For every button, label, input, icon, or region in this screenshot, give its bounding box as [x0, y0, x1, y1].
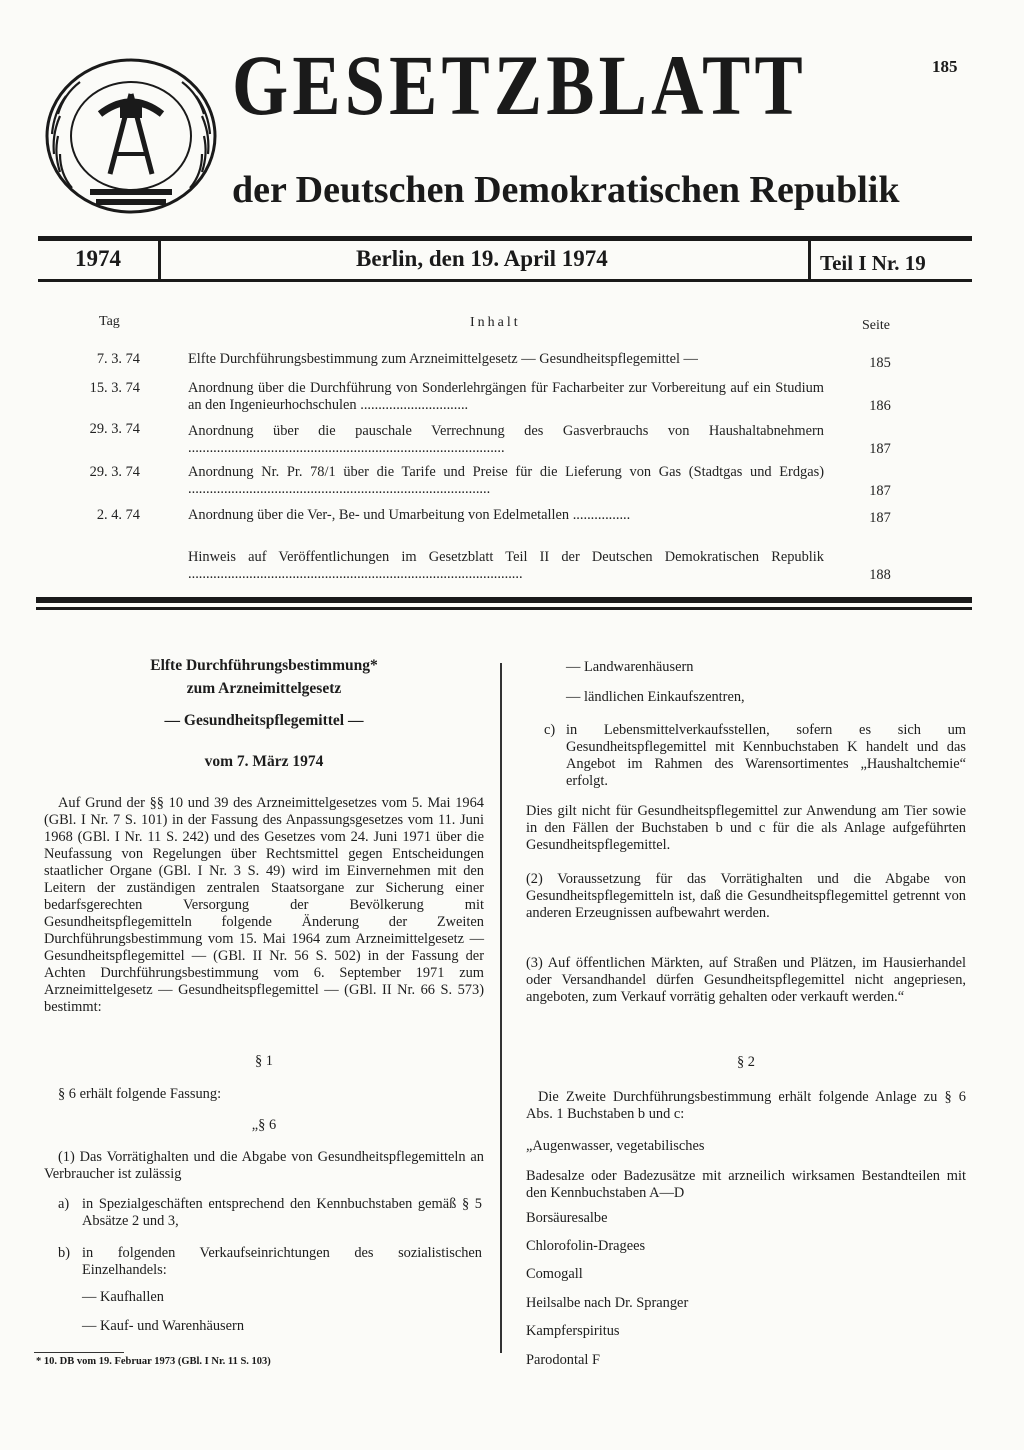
toc-col-day: Tag — [99, 314, 120, 329]
item-a-label: a) — [58, 1196, 70, 1212]
dash-item: — Kauf- und Warenhäusern — [82, 1318, 245, 1334]
dash-item: — ländlichen Einkaufszentren, — [566, 689, 745, 705]
toc-note-title: Hinweis auf Veröffentlichungen im Gesetzblatt Teil II der Deutschen Demokratischen Republik ............................................................................................. — [188, 549, 824, 582]
annex-item: Kampferspiritus — [526, 1323, 620, 1339]
toc-row-page: 186 — [869, 398, 891, 414]
section-1-heading: § 1 — [255, 1053, 273, 1069]
header-issue: Teil I Nr. 19 — [820, 251, 926, 275]
masthead-title: GESETZBLATT — [232, 37, 807, 133]
toc-row-page: 187 — [869, 441, 891, 457]
left-heading-1: Elfte Durchführungsbestimmung* — [150, 657, 378, 674]
toc-row-date: 29. 3. 74 — [89, 464, 140, 480]
toc-col-page: Seite — [862, 318, 890, 333]
toc-row-date: 2. 4. 74 — [96, 507, 140, 523]
annex-item: Borsäuresalbe — [526, 1210, 608, 1226]
section-6-paragraph-1: (1) Das Vorrätighalten und die Abgabe von Gesundheitspflegemitteln an Verbraucher ist zulässig — [44, 1149, 484, 1182]
dash-item: — Kaufhallen — [82, 1289, 164, 1305]
annex-item: Chlorofolin-Dragees — [526, 1238, 646, 1254]
state-emblem-icon — [40, 54, 222, 220]
header-rule-bottom — [38, 279, 972, 282]
toc-row-date: 7. 3. 74 — [96, 351, 140, 367]
left-heading-3: — Gesundheitspflegemittel — — [164, 712, 364, 729]
item-a-text: in Spezialgeschäften entsprechend den Kennbuchstaben gemäß § 5 Absätze 2 und 3, — [82, 1196, 482, 1229]
annex-item: „Augenwasser, vegetabilisches — [526, 1138, 705, 1154]
header-place-date: Berlin, den 19. April 1974 — [356, 246, 608, 271]
header-rule-top — [38, 236, 972, 241]
header-year: 1974 — [75, 246, 121, 271]
paragraph-3: (3) Auf öffentlichen Märkten, auf Straßen und Plätzen, im Hausierhandel oder Versandhandel dürfen Gesundheitspflegemittel nicht angepriesen, angeboten, zum Verkauf vorrätig gehalten oder verkauft werden.“ — [526, 955, 966, 1005]
annex-item: Comogall — [526, 1266, 583, 1282]
toc-row-page: 187 — [869, 483, 891, 499]
section-6-heading: „§ 6 — [251, 1117, 277, 1133]
toc-row-title: Anordnung über die pauschale Verrechnung des Gasverbrauchs von Haushaltabnehmern ........................................................................................ — [188, 423, 824, 456]
section-1-text: § 6 erhält folgende Fassung: — [58, 1086, 222, 1102]
toc-col-content: Inhalt — [470, 315, 521, 330]
intro-paragraph: Auf Grund der §§ 10 und 39 des Arzneimittelgesetzes vom 5. Mai 1964 (GBl. I Nr. 7 S. 101) in der Fassung des Anpassungsgesetzes vom 11. Juni 1968 (GBl. I Nr. 11 S. 242) und des Gesetzes vom 24. Juni 1971 über die Neufassung von Regelungen über Rechtsmittel gegen Entscheidungen staatlicher Organe (GBl. I Nr. 3 S. 49) wird im Einvernehmen mit den Leitern der zuständigen zentralen Staatsorgane zur Sicherung einer bedarfsgerechten Versorgung der Bevölkerung mit Gesundheitspflegemitteln folgende Änderung der Zweiten Durchführungsbestimmung vom 15. Mai 1964 zum Arzneimittelgesetz — Gesundheitspflegemittel — (GBl. II Nr. 56 S. 502) in der Fassung der Achten Durchführungsbestimmung vom 6. September 1971 zum Arzneimittelgesetz — Gesundheitspflegemittel — (GBl. II Nr. 66 S. 573) bestimmt: — [44, 795, 484, 1015]
toc-note-page: 188 — [869, 567, 891, 583]
footnote: * 10. DB vom 19. Februar 1973 (GBl. I Nr. 11 S. 103) — [36, 1356, 271, 1367]
left-heading-2: zum Arzneimittelgesetz — [186, 680, 342, 697]
section-2-text: Die Zweite Durchführungsbestimmung erhält folgende Anlage zu § 6 Abs. 1 Buchstaben b und c: — [526, 1089, 966, 1122]
item-c-label: c) — [544, 722, 556, 738]
toc-row-date: 15. 3. 74 — [89, 380, 140, 396]
toc-row-page: 185 — [869, 355, 891, 371]
annex-item: Heilsalbe nach Dr. Spranger — [526, 1295, 689, 1311]
masthead-subtitle: der Deutschen Demokratischen Republik — [232, 169, 900, 211]
toc-row-page: 187 — [869, 510, 891, 526]
toc-row-date: 29. 3. 74 — [89, 421, 140, 437]
item-c-text: in Lebensmittelverkaufsstellen, sofern es sich um Gesundheitspflegemittel mit Kennbuchstaben K handelt und das Angebot im Rahmen des Warensortimentes „Haushaltchemie“ erfolgt. — [566, 722, 966, 789]
column-divider — [500, 663, 502, 1353]
section-2-heading: § 2 — [737, 1054, 755, 1070]
header-divider-right — [808, 241, 811, 279]
annex-item: Parodontal F — [526, 1352, 600, 1368]
toc-row-title: Anordnung Nr. Pr. 78/1 über die Tarife und Preise für die Lieferung von Gas (Stadtgas und Erdgas) .................................................................................... — [188, 464, 824, 497]
toc-row-title: Anordnung über die Ver-, Be- und Umarbeitung von Edelmetallen ................ — [188, 507, 631, 523]
section-rule-thin — [36, 607, 972, 610]
section-rule-thick — [36, 597, 972, 603]
paragraph-2: (2) Voraussetzung für das Vorrätighalten und die Abgabe von Gesundheitspflegemitteln ist, daß die Gesundheitspflegemittel getrennt von anderen Erzeugnissen aufbewahrt werden. — [526, 871, 966, 921]
item-b-label: b) — [58, 1245, 70, 1261]
annex-item: Badesalze oder Badezusätze mit arzneilich wirksamen Bestandteilen mit den Kennbuchstaben A—D — [526, 1168, 966, 1201]
toc-row-title: Elfte Durchführungsbestimmung zum Arzneimittelgesetz — Gesundheitspflegemittel — — [188, 351, 698, 367]
header-divider-left — [158, 241, 161, 279]
item-b-text: in folgenden Verkaufseinrichtungen des sozialistischen Einzelhandels: — [82, 1245, 482, 1278]
page-number: 185 — [932, 57, 958, 76]
footnote-rule — [34, 1352, 124, 1353]
paragraph-dies: Dies gilt nicht für Gesundheitspflegemittel zur Anwendung am Tier sowie in den Fällen der Buchstaben b und c für die als Anlage aufgeführten Gesundheitspflegemittel. — [526, 803, 966, 853]
left-heading-4: vom 7. März 1974 — [204, 753, 324, 770]
dash-item: — Landwarenhäusern — [566, 659, 694, 675]
toc-row-title: Anordnung über die Durchführung von Sonderlehrgängen für Facharbeiter zur Vorbereitung auf ein Studium an den Ingenieurhochschulen .............................. — [188, 380, 824, 413]
